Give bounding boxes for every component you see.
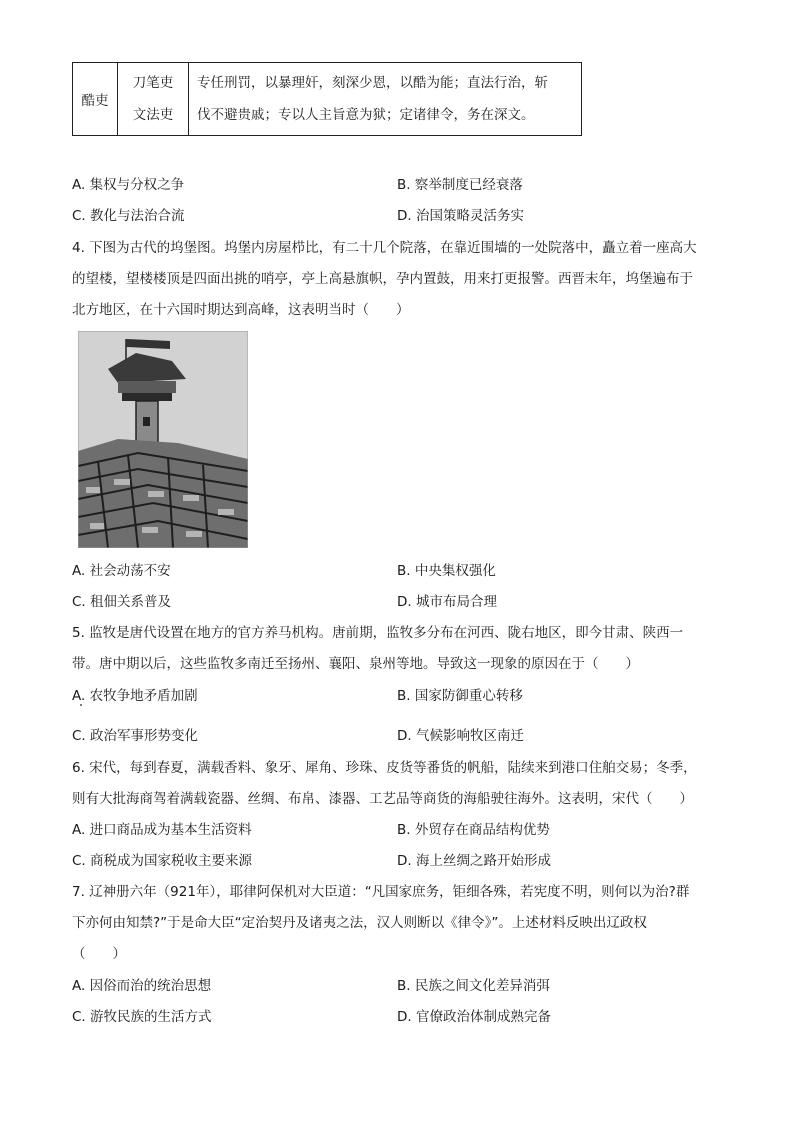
q6-option-c[interactable]: C. 商税成为国家税收主要来源 [72, 853, 253, 869]
q6-stem-line: 则有大批海商驾着满载瓷器、丝绸、布帛、漆器、工艺品等商货的海船驶往海外。这表明，宋代（ ） [72, 791, 693, 807]
q7-option-b[interactable]: B. 民族之间文化差异消弭 [397, 978, 550, 994]
q3-option-b[interactable]: B. 察举制度已经衰落 [397, 177, 523, 193]
description-cell [189, 63, 582, 136]
q5-option-b[interactable]: B. 国家防御重心转移 [397, 688, 523, 704]
q6-option-d[interactable]: D. 海上丝绸之路开始形成 [397, 853, 551, 869]
category-cell: 酷吏 [73, 63, 118, 136]
type-label: 文法吏 [132, 107, 174, 123]
q7-option-a[interactable]: A. 因俗而治的统治思想 [72, 978, 212, 994]
q7-option-c[interactable]: C. 游牧民族的生活方式 [72, 1009, 212, 1025]
table-row [73, 63, 582, 136]
type-label: 刀笔吏 [132, 75, 174, 91]
q4-option-d[interactable]: D. 城市布局合理 [397, 594, 497, 610]
q3-option-a[interactable]: A. 集权与分权之争 [72, 177, 185, 193]
q4-option-b[interactable]: B. 中央集权强化 [397, 563, 496, 579]
q7-stem-line: 下亦何由知禁?”于是命大臣“定治契丹及诸夷之法，汉人则断以《律令》”。上述材料反映出辽政权 [72, 915, 647, 931]
q5-stem-line: 带。唐中期以后，这些监牧多南迁至扬州、襄阳、泉州等地。导致这一现象的原因在于（ ） [72, 656, 639, 672]
q6-option-a[interactable]: A. 进口商品成为基本生活资料 [72, 822, 252, 838]
q5-option-c[interactable]: C. 政治军事形势变化 [72, 728, 199, 744]
q5-option-a[interactable]: A. 农牧争地矛盾加剧 [72, 688, 198, 704]
q6-option-b[interactable]: B. 外贸存在商品结构优势 [397, 822, 550, 838]
q5-stem-line: 5. 监牧是唐代设置在地方的官方养马机构。唐前期，监牧多分布在河西、陇右地区，即今甘肃、陕西一 [72, 625, 684, 641]
q6-stem-line: 6. 宋代，每到春夏，满载香料、象牙、犀角、珍珠、皮货等番货的帆船，陆续来到港口住舶交易；冬季， [72, 760, 697, 776]
q4-stem-line: 4. 下图为古代的坞堡图。坞堡内房屋栉比，有二十几个院落，在靠近围墙的一处院落中，矗立着一座高大 [72, 240, 697, 256]
q4-option-a[interactable]: A. 社会动荡不安 [72, 563, 171, 579]
q5-option-d[interactable]: D. 气候影响牧区南迁 [397, 728, 524, 744]
q4-stem-line: 北方地区，在十六国时期达到高峰，这表明当时（ ） [72, 302, 410, 318]
description-line: 专任刑罚，以暴理奸，刻深少恩，以酷为能；直法行治，斩 [197, 75, 548, 91]
q7-stem-line: 7. 辽神册六年（921年），耶律阿保机对大臣道：“凡国家庶务，钜细各殊，若宪度不明，则何以为治?群 [72, 884, 690, 900]
q4-option-c[interactable]: C. 租佃关系普及 [72, 594, 172, 610]
official-type-table [72, 62, 582, 136]
q4-stem-line: 的望楼，望楼楼顶是四面出挑的哨亭，亭上高悬旗帜，孕内置鼓，用来打更报警。西晋末年，坞堡遍布于 [72, 271, 693, 287]
stray-mark [80, 704, 82, 706]
type-cell [118, 63, 189, 136]
q3-option-c[interactable]: C. 教化与法治合流 [72, 208, 185, 224]
q3-option-d[interactable]: D. 治国策略灵活务实 [397, 208, 524, 224]
description-line: 伐不避贵戚；专以人主旨意为狱；定诸律令，务在深文。 [197, 107, 535, 123]
wubao-illustration [78, 331, 248, 548]
q7-option-d[interactable]: D. 官僚政治体制成熟完备 [397, 1009, 551, 1025]
q7-stem-line: （ ） [72, 946, 126, 962]
